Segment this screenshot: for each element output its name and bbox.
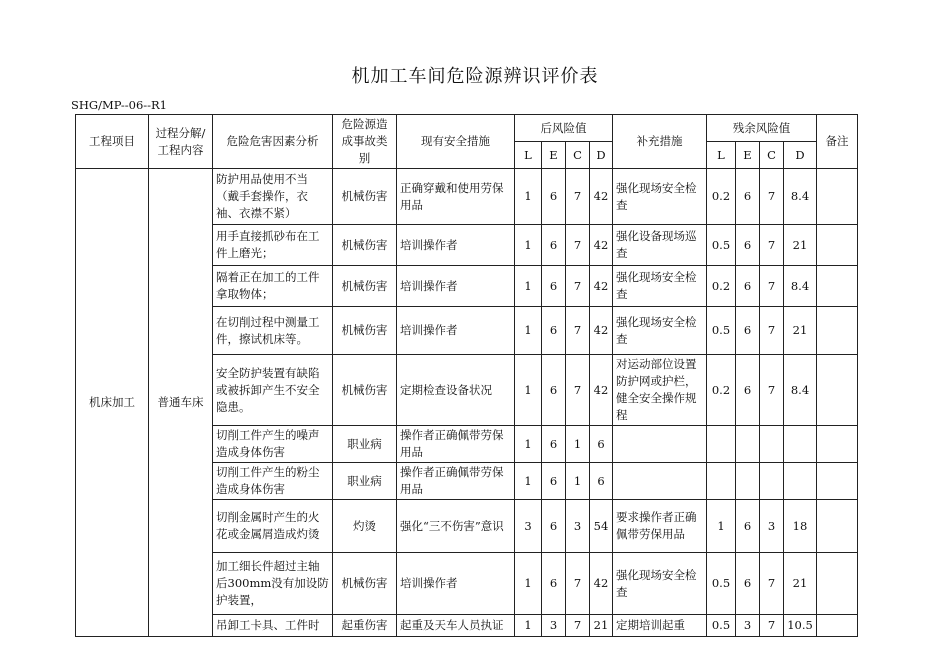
header-C: C (566, 142, 590, 169)
cell-remark (817, 355, 858, 426)
cell-residual-E (736, 463, 760, 500)
cell-residual-C: 3 (760, 500, 784, 553)
group-project: 机床加工 (76, 169, 149, 637)
cell-C: 3 (566, 500, 590, 553)
cell-remark (817, 307, 858, 355)
cell-E: 6 (542, 225, 566, 266)
cell-remark (817, 426, 858, 463)
cell-E: 6 (542, 355, 566, 426)
cell-residual-C: 7 (760, 307, 784, 355)
cell-residual-L (707, 463, 736, 500)
cell-residual-D: 8.4 (784, 169, 817, 225)
cell-residual-L: 0.2 (707, 169, 736, 225)
group-process: 普通车床 (149, 169, 213, 637)
cell-residual-D: 21 (784, 225, 817, 266)
cell-L: 1 (515, 615, 542, 637)
cell-accident-type: 机械伤害 (333, 307, 397, 355)
cell-current-measure: 培训操作者 (397, 553, 515, 615)
cell-residual-L (707, 426, 736, 463)
cell-residual-C: 7 (760, 553, 784, 615)
cell-E: 3 (542, 615, 566, 637)
cell-current-measure: 强化“三不伤害”意识 (397, 500, 515, 553)
cell-current-measure: 定期检查设备状况 (397, 355, 515, 426)
cell-residual-C: 7 (760, 615, 784, 637)
cell-residual-E: 6 (736, 225, 760, 266)
table-row (76, 169, 858, 225)
cell-L: 1 (515, 307, 542, 355)
cell-D: 42 (590, 266, 613, 307)
header-risk-after: 后风险值 (515, 115, 613, 142)
header-process: 过程分解/工程内容 (149, 115, 213, 169)
cell-C: 7 (566, 553, 590, 615)
cell-residual-E: 6 (736, 266, 760, 307)
cell-residual-E: 6 (736, 307, 760, 355)
cell-residual-L: 0.5 (707, 553, 736, 615)
page-title: 机加工车间危险源辨识评价表 (351, 66, 599, 87)
cell-D: 21 (590, 615, 613, 637)
cell-supplement: 强化现场安全检查 (613, 169, 707, 225)
cell-residual-D (784, 463, 817, 500)
cell-D: 42 (590, 553, 613, 615)
cell-current-measure: 培训操作者 (397, 307, 515, 355)
cell-current-measure: 正确穿戴和使用劳保用品 (397, 169, 515, 225)
cell-C: 7 (566, 225, 590, 266)
header-remark: 备注 (817, 115, 858, 169)
cell-residual-D: 8.4 (784, 355, 817, 426)
cell-supplement (613, 426, 707, 463)
cell-accident-type: 职业病 (333, 463, 397, 500)
header-accident-type: 危险源造成事故类别 (333, 115, 397, 169)
cell-L: 1 (515, 169, 542, 225)
header-project: 工程项目 (76, 115, 149, 169)
cell-residual-D (784, 426, 817, 463)
cell-E: 6 (542, 463, 566, 500)
cell-hazard: 切削工件产生的噪声造成身体伤害 (213, 426, 333, 463)
header-residual: 残余风险值 (707, 115, 817, 142)
cell-remark (817, 225, 858, 266)
header-supplement: 补充措施 (613, 115, 707, 169)
cell-current-measure: 培训操作者 (397, 266, 515, 307)
cell-residual-E: 3 (736, 615, 760, 637)
cell-hazard: 加工细长件超过主轴后300mm没有加设防护装置， (213, 553, 333, 615)
cell-L: 1 (515, 266, 542, 307)
cell-residual-L: 0.5 (707, 225, 736, 266)
cell-residual-D: 18 (784, 500, 817, 553)
cell-residual-D: 21 (784, 553, 817, 615)
cell-remark (817, 500, 858, 553)
cell-accident-type: 机械伤害 (333, 225, 397, 266)
cell-accident-type: 机械伤害 (333, 266, 397, 307)
cell-residual-C: 7 (760, 355, 784, 426)
document-code: SHG/MP--06--R1 (71, 98, 168, 112)
cell-E: 6 (542, 307, 566, 355)
cell-residual-D: 10.5 (784, 615, 817, 637)
cell-current-measure: 起重及天车人员执证 (397, 615, 515, 637)
cell-residual-D: 8.4 (784, 266, 817, 307)
cell-E: 6 (542, 553, 566, 615)
cell-L: 1 (515, 426, 542, 463)
cell-E: 6 (542, 426, 566, 463)
cell-accident-type: 灼烫 (333, 500, 397, 553)
cell-C: 1 (566, 463, 590, 500)
cell-hazard: 隔着正在加工的工件拿取物体； (213, 266, 333, 307)
header-residual-E: E (736, 142, 760, 169)
cell-C: 7 (566, 266, 590, 307)
cell-L: 3 (515, 500, 542, 553)
cell-D: 6 (590, 463, 613, 500)
cell-accident-type: 机械伤害 (333, 553, 397, 615)
cell-current-measure: 操作者正确佩带劳保用品 (397, 426, 515, 463)
header-residual-L: L (707, 142, 736, 169)
cell-E: 6 (542, 169, 566, 225)
cell-L: 1 (515, 355, 542, 426)
header-current-measures: 现有安全措施 (397, 115, 515, 169)
cell-residual-L: 0.5 (707, 615, 736, 637)
cell-remark (817, 169, 858, 225)
cell-supplement: 强化设备现场巡查 (613, 225, 707, 266)
cell-supplement: 强化现场安全检查 (613, 266, 707, 307)
cell-L: 1 (515, 463, 542, 500)
cell-residual-E: 6 (736, 355, 760, 426)
cell-L: 1 (515, 553, 542, 615)
cell-residual-D: 21 (784, 307, 817, 355)
header-hazard: 危险危害因素分析 (213, 115, 333, 169)
cell-residual-E: 6 (736, 500, 760, 553)
cell-D: 42 (590, 307, 613, 355)
header-residual-D: D (784, 142, 817, 169)
cell-D: 6 (590, 426, 613, 463)
cell-current-measure: 培训操作者 (397, 225, 515, 266)
cell-residual-L: 0.2 (707, 355, 736, 426)
cell-C: 7 (566, 615, 590, 637)
cell-residual-C (760, 463, 784, 500)
header-L: L (515, 142, 542, 169)
cell-C: 7 (566, 355, 590, 426)
cell-hazard: 切削金属时产生的火花或金属屑造成灼烫 (213, 500, 333, 553)
cell-hazard: 用手直接抓砂布在工件上磨光； (213, 225, 333, 266)
cell-C: 1 (566, 426, 590, 463)
cell-residual-C: 7 (760, 266, 784, 307)
cell-L: 1 (515, 225, 542, 266)
cell-supplement: 对运动部位设置防护网或护栏，健全安全操作规程 (613, 355, 707, 426)
cell-supplement: 要求操作者正确佩带劳保用品 (613, 500, 707, 553)
cell-residual-E: 6 (736, 169, 760, 225)
cell-accident-type: 职业病 (333, 426, 397, 463)
cell-D: 42 (590, 169, 613, 225)
cell-accident-type: 机械伤害 (333, 169, 397, 225)
cell-residual-L: 0.5 (707, 307, 736, 355)
cell-hazard: 在切削过程中测量工件，擦试机床等。 (213, 307, 333, 355)
cell-D: 42 (590, 355, 613, 426)
cell-residual-E (736, 426, 760, 463)
cell-hazard: 防护用品使用不当（戴手套操作，衣袖、衣襟不紧） (213, 169, 333, 225)
cell-residual-E: 6 (736, 553, 760, 615)
cell-supplement: 强化现场安全检查 (613, 553, 707, 615)
cell-remark (817, 553, 858, 615)
cell-supplement: 强化现场安全检查 (613, 307, 707, 355)
cell-E: 6 (542, 266, 566, 307)
cell-residual-C: 7 (760, 169, 784, 225)
cell-current-measure: 操作者正确佩带劳保用品 (397, 463, 515, 500)
cell-hazard: 吊卸工卡具、工件时 (213, 615, 333, 637)
header-residual-C: C (760, 142, 784, 169)
header-row-top (76, 115, 858, 142)
header-E: E (542, 142, 566, 169)
cell-D: 54 (590, 500, 613, 553)
cell-supplement: 定期培训起重 (613, 615, 707, 637)
hazard-table (75, 114, 858, 637)
cell-C: 7 (566, 307, 590, 355)
cell-supplement (613, 463, 707, 500)
cell-D: 42 (590, 225, 613, 266)
cell-remark (817, 615, 858, 637)
cell-residual-C: 7 (760, 225, 784, 266)
cell-remark (817, 463, 858, 500)
cell-residual-L: 0.2 (707, 266, 736, 307)
cell-remark (817, 266, 858, 307)
cell-E: 6 (542, 500, 566, 553)
cell-hazard: 安全防护装置有缺陷或被拆卸产生不安全隐患。 (213, 355, 333, 426)
cell-accident-type: 起重伤害 (333, 615, 397, 637)
cell-residual-L: 1 (707, 500, 736, 553)
cell-C: 7 (566, 169, 590, 225)
cell-accident-type: 机械伤害 (333, 355, 397, 426)
cell-hazard: 切削工件产生的粉尘造成身体伤害 (213, 463, 333, 500)
cell-residual-C (760, 426, 784, 463)
header-D: D (590, 142, 613, 169)
